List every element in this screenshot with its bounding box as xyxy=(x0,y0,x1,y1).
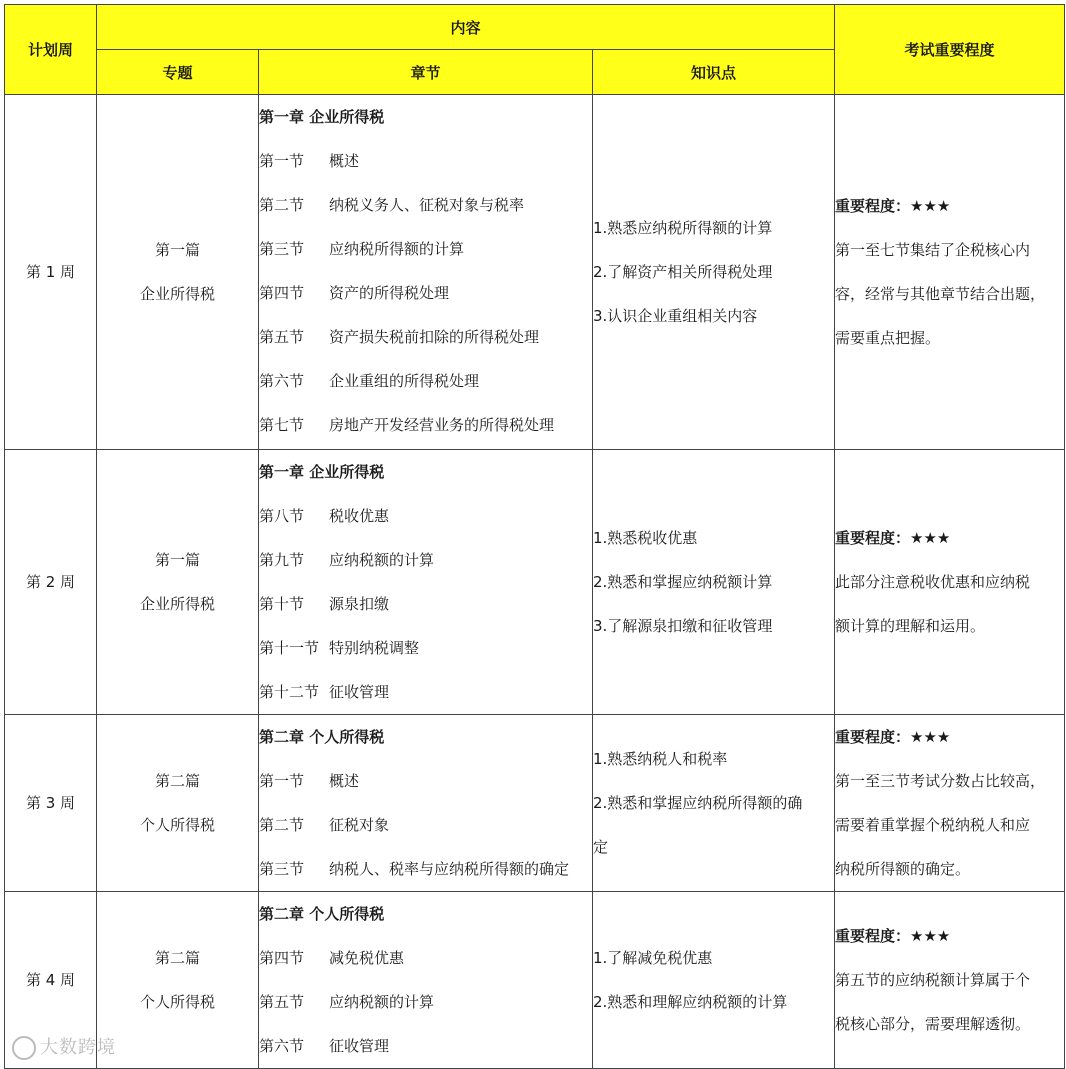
week-cell xyxy=(5,450,97,715)
knowledge-cell xyxy=(593,892,835,1069)
importance-cell xyxy=(835,450,1065,715)
chapter-title: 第二章 个人所得税 xyxy=(259,905,385,923)
importance-note: 此部分注意税收优惠和应纳税 xyxy=(835,573,1031,591)
importance-note: 容，经常与其他章节结合出题， xyxy=(835,285,1046,303)
section-number: 第五节 xyxy=(259,328,305,346)
header-chapter: 章节 xyxy=(259,50,593,95)
topic-line: 企业所得税 xyxy=(139,595,215,613)
topic-line: 第一篇 xyxy=(154,241,200,259)
section-name: 源泉扣缴 xyxy=(329,595,390,613)
knowledge-cell xyxy=(593,95,835,450)
section-number: 第十节 xyxy=(259,595,305,613)
section-item xyxy=(259,227,592,271)
section-name: 税收优惠 xyxy=(329,507,390,525)
section-number: 第四节 xyxy=(259,949,305,967)
week-label: 第 1 周 xyxy=(25,263,76,281)
topic-cell xyxy=(97,715,259,892)
topic-line: 个人所得税 xyxy=(139,993,215,1011)
header-topic: 专题 xyxy=(97,50,259,95)
section-item xyxy=(259,538,592,582)
table-row xyxy=(5,450,1065,715)
knowledge-point: 2.了解资产相关所得税处理 xyxy=(593,263,773,281)
watermark-logo-icon xyxy=(12,1036,36,1060)
importance-note: 额计算的理解和运用。 xyxy=(835,617,986,635)
topic-line: 第一篇 xyxy=(154,551,200,569)
knowledge-point: 1.了解减免税优惠 xyxy=(593,949,713,967)
chapter-title: 第二章 个人所得税 xyxy=(259,728,385,746)
importance-rating: 重要程度：★★★ xyxy=(835,927,951,945)
watermark-text: 大数跨境 xyxy=(40,1037,116,1058)
section-number: 第四节 xyxy=(259,284,305,302)
section-name: 概述 xyxy=(329,152,360,170)
section-name: 房地产开发经营业务的所得税处理 xyxy=(329,416,555,434)
section-item xyxy=(259,803,592,847)
importance-cell xyxy=(835,715,1065,892)
knowledge-point: 2.熟悉和掌握应纳税额计算 xyxy=(593,573,773,591)
importance-rating: 重要程度：★★★ xyxy=(835,197,951,215)
importance-rating: 重要程度：★★★ xyxy=(835,529,951,547)
section-item xyxy=(259,315,592,359)
section-item xyxy=(259,271,592,315)
section-name: 特别纳税调整 xyxy=(329,639,420,657)
header-week: 计划周 xyxy=(5,5,97,95)
knowledge-point: 3.了解源泉扣缴和征收管理 xyxy=(593,617,773,635)
section-number: 第七节 xyxy=(259,416,305,434)
section-number: 第六节 xyxy=(259,372,305,390)
week-label: 第 2 周 xyxy=(25,573,76,591)
week-label: 第 4 周 xyxy=(25,971,76,989)
section-name: 应纳税所得额的计算 xyxy=(329,240,465,258)
study-plan-table xyxy=(4,4,1065,1069)
knowledge-point: 2.熟悉和理解应纳税额的计算 xyxy=(593,993,788,1011)
week-cell xyxy=(5,95,97,450)
section-name: 纳税人、税率与应纳税所得额的确定 xyxy=(329,860,570,878)
section-number: 第九节 xyxy=(259,551,305,569)
section-name: 征收管理 xyxy=(329,1037,390,1055)
chapter-title: 第一章 企业所得税 xyxy=(259,463,385,481)
importance-note: 税核心部分，需要理解透彻。 xyxy=(835,1015,1031,1033)
section-name: 资产的所得税处理 xyxy=(329,284,450,302)
knowledge-point: 1.熟悉纳税人和税率 xyxy=(593,750,728,768)
knowledge-point: 2.熟悉和掌握应纳税所得额的确 xyxy=(593,794,803,812)
section-name: 企业重组的所得税处理 xyxy=(329,372,480,390)
section-number: 第二节 xyxy=(259,816,305,834)
importance-note: 需要着重掌握个税纳税人和应 xyxy=(835,816,1031,834)
section-number: 第一节 xyxy=(259,772,305,790)
topic-cell xyxy=(97,450,259,715)
importance-note: 第一至七节集结了企税核心内 xyxy=(835,241,1031,259)
knowledge-point: 定 xyxy=(593,838,609,856)
section-name: 应纳税额的计算 xyxy=(329,551,435,569)
importance-cell xyxy=(835,892,1065,1069)
importance-note: 第一至三节考试分数占比较高， xyxy=(835,772,1046,790)
section-item xyxy=(259,359,592,403)
chapter-cell xyxy=(259,892,593,1069)
section-name: 纳税义务人、征税对象与税率 xyxy=(329,196,525,214)
section-item xyxy=(259,936,592,980)
chapter-title: 第一章 企业所得税 xyxy=(259,108,385,126)
section-item xyxy=(259,139,592,183)
section-item xyxy=(259,1024,592,1068)
header-content: 内容 xyxy=(97,5,835,50)
importance-cell xyxy=(835,95,1065,450)
importance-note: 需要重点把握。 xyxy=(835,329,941,347)
section-name: 减免税优惠 xyxy=(329,949,405,967)
section-number: 第二节 xyxy=(259,196,305,214)
section-number: 第八节 xyxy=(259,507,305,525)
section-name: 资产损失税前扣除的所得税处理 xyxy=(329,328,540,346)
section-number: 第十一节 xyxy=(259,639,320,657)
table-row xyxy=(5,892,1065,1069)
section-item xyxy=(259,980,592,1024)
week-cell xyxy=(5,715,97,892)
section-name: 应纳税额的计算 xyxy=(329,993,435,1011)
topic-line: 企业所得税 xyxy=(139,285,215,303)
week-label: 第 3 周 xyxy=(25,794,76,812)
header-knowledge: 知识点 xyxy=(593,50,835,95)
section-name: 征税对象 xyxy=(329,816,390,834)
header-importance: 考试重要程度 xyxy=(835,5,1065,95)
chapter-cell xyxy=(259,450,593,715)
topic-line: 第二篇 xyxy=(154,772,200,790)
importance-note: 纳税所得额的确定。 xyxy=(835,860,971,878)
section-item xyxy=(259,670,592,714)
knowledge-point: 1.熟悉应纳税所得额的计算 xyxy=(593,219,773,237)
table-row xyxy=(5,95,1065,450)
section-number: 第五节 xyxy=(259,993,305,1011)
section-number: 第三节 xyxy=(259,240,305,258)
topic-cell xyxy=(97,892,259,1069)
table-row xyxy=(5,715,1065,892)
chapter-cell xyxy=(259,715,593,892)
watermark xyxy=(12,1033,116,1060)
knowledge-cell xyxy=(593,450,835,715)
section-number: 第三节 xyxy=(259,860,305,878)
knowledge-cell xyxy=(593,715,835,892)
section-number: 第六节 xyxy=(259,1037,305,1055)
topic-line: 第二篇 xyxy=(154,949,200,967)
section-item xyxy=(259,847,592,891)
section-name: 征收管理 xyxy=(329,683,390,701)
section-item xyxy=(259,759,592,803)
section-name: 概述 xyxy=(329,772,360,790)
section-number: 第一节 xyxy=(259,152,305,170)
section-item xyxy=(259,183,592,227)
section-item xyxy=(259,403,592,447)
knowledge-point: 1.熟悉税收优惠 xyxy=(593,529,698,547)
importance-note: 第五节的应纳税额计算属于个 xyxy=(835,971,1031,989)
section-number: 第十二节 xyxy=(259,683,320,701)
chapter-cell xyxy=(259,95,593,450)
knowledge-point: 3.认识企业重组相关内容 xyxy=(593,307,758,325)
section-item xyxy=(259,494,592,538)
section-item xyxy=(259,626,592,670)
importance-rating: 重要程度：★★★ xyxy=(835,728,951,746)
topic-line: 个人所得税 xyxy=(139,816,215,834)
topic-cell xyxy=(97,95,259,450)
section-item xyxy=(259,582,592,626)
